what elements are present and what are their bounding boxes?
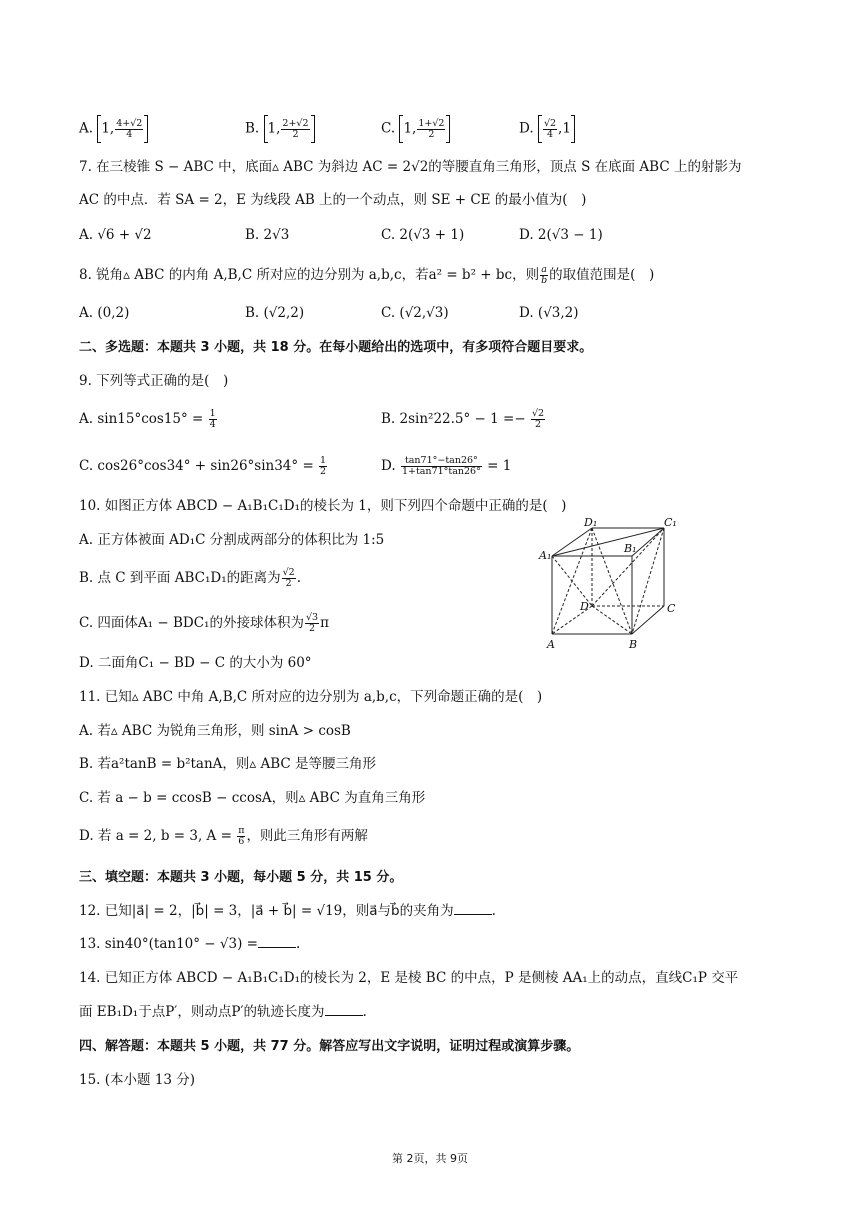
q14-stem-line1: 14. 已知正方体 ABCD − A₁B₁C₁D₁的棱长为 2，E 是棱 BC 的中点，P 是侧棱 AA₁上的动点，直线C₁P 交平 bbox=[79, 970, 739, 986]
section-4-heading: 四、解答题：本题共 5 小题，共 77 分。解答应写出文字说明，证明过程或演算步骤。 bbox=[79, 1039, 580, 1054]
page-footer: 第 2页，共 9页 bbox=[392, 1152, 468, 1165]
q6-option-c: C. 1, $\frac{1+√2}{2}$ bbox=[381, 115, 450, 143]
q11-option-b: B. 若a²tanB = b²tanA，则▵ ABC 是等腰三角形 bbox=[79, 756, 377, 772]
label-a1: A₁ bbox=[539, 549, 552, 562]
q12-answer-blank[interactable] bbox=[454, 902, 492, 915]
q9-stem: 9. 下列等式正确的是( ) bbox=[79, 373, 229, 389]
q7-option-a: A. √6 + √2 bbox=[79, 227, 152, 243]
q7-stem-line2: AC 的中点．若 SA = 2，E 为线段 AB 上的一个动点，则 SE + CE 的最小值为( ) bbox=[79, 192, 587, 208]
q14-answer-blank[interactable] bbox=[325, 1003, 363, 1016]
q11-option-c: C. 若 a − b = ccosB − ccosA，则▵ ABC 为直角三角形 bbox=[79, 790, 426, 806]
q10-option-c: C. 四面体A₁ − BDC₁的外接球体积为 $\frac{√3}{2}$ π bbox=[79, 612, 329, 634]
q9-option-a: A. sin15°cos15° = $\frac{1}{4}$ bbox=[79, 408, 216, 430]
diag-a1-d bbox=[552, 556, 592, 606]
q11-option-d: D. 若 a = 2, b = 3, A = $\frac{\pi}{6}$ ，则此三角形有两解 bbox=[79, 825, 368, 847]
q8-stem: 8. 锐角▵ ABC 的内角 A,B,C 所对应的边分别为 a,b,c，若a² = b² + bc，则 $\frac{a}{b}$ 的取值范围是( ) bbox=[79, 264, 655, 286]
section-2-heading: 二、多选题：本题共 3 小题，共 18 分。在每小题给出的选项中，有多项符合题目要求。 bbox=[79, 340, 593, 355]
q14-stem-line2: 面 EB₁D₁于点P′，则动点P′的轨迹长度为 . bbox=[79, 1004, 367, 1020]
diag-d-b bbox=[592, 606, 632, 634]
q8-option-c: C. (√2,√3) bbox=[381, 305, 449, 321]
label-d1: D₁ bbox=[584, 516, 598, 529]
q8-option-b: B. (√2,2) bbox=[245, 305, 305, 321]
label-d: D bbox=[580, 600, 589, 613]
diag-a1-c1 bbox=[552, 528, 664, 556]
q9-option-b: B. 2sin²22.5° − 1 =− $\frac{√2}{2}$ bbox=[381, 408, 545, 430]
q8-option-a: A. (0,2) bbox=[79, 305, 130, 321]
q12-stem: 12. 已知|a⃗| = 2，|b⃗| = 3，|a⃗ + b⃗| = √19，则a⃗与b⃗的夹角为 . bbox=[79, 903, 496, 919]
q11-stem: 11. 已知▵ ABC 中角 A,B,C 所对应的边分别为 a,b,c，下列命题正确的是( ) bbox=[79, 689, 543, 705]
q13-stem: 13. sin40°(tan10° − √3) = . bbox=[79, 936, 301, 952]
q11-option-a: A. 若▵ ABC 为锐角三角形，则 sinA > cosB bbox=[79, 723, 351, 739]
q9-option-c: C. cos26°cos34° + sin26°sin34° = $\frac{1}{2}$ bbox=[79, 455, 327, 477]
label-c: C bbox=[667, 602, 676, 615]
label-b: B bbox=[629, 638, 638, 651]
label-c1: C₁ bbox=[664, 516, 677, 529]
label-a: A bbox=[547, 638, 555, 651]
q7-option-b: B. 2√3 bbox=[245, 227, 290, 243]
edge-d1-a1 bbox=[552, 528, 592, 556]
q7-stem-line1: 7. 在三棱锥 S − ABC 中，底面▵ ABC 为斜边 AC = 2√2的等腰直角三角形，顶点 S 在底面 ABC 上的射影为 bbox=[79, 159, 742, 175]
edge-b-c bbox=[632, 606, 664, 634]
q15-heading: 15. (本小题 13 分) bbox=[79, 1072, 196, 1088]
q8-option-d: D. (√3,2) bbox=[519, 305, 579, 321]
section-3-heading: 三、填空题：本题共 3 小题，每小题 5 分，共 15 分。 bbox=[79, 870, 403, 885]
q10-option-d: D. 二面角C₁ − BD − C 的大小为 60° bbox=[79, 655, 312, 671]
q10-option-a: A. 正方体被面 AD₁C 分割成两部分的体积比为 1:5 bbox=[79, 532, 385, 548]
q10-stem: 10. 如图正方体 ABCD − A₁B₁C₁D₁的棱长为 1，则下列四个命题中正确的是( ) bbox=[79, 498, 567, 514]
q6-option-a: A. 1, $\frac{4+√2}{4}$ bbox=[79, 115, 148, 143]
diag-c1-b bbox=[632, 528, 664, 634]
q13-answer-blank[interactable] bbox=[258, 935, 296, 948]
q7-option-c: C. 2(√3 + 1) bbox=[381, 227, 465, 243]
label-b1: B₁ bbox=[624, 542, 637, 555]
diag-d-c1 bbox=[592, 528, 664, 606]
q6-option-b: B. 1, $\frac{2+√2}{2}$ bbox=[245, 115, 315, 143]
q7-option-d: D. 2(√3 − 1) bbox=[519, 227, 603, 243]
q6-option-d: D. $\frac{√2}{4}$ ,1 bbox=[519, 115, 575, 143]
cube-figure bbox=[534, 516, 694, 656]
q10-option-b: B. 点 C 到平面 ABC₁D₁的距离为 $\frac{√2}{2}$ . bbox=[79, 567, 302, 589]
q9-option-d: D. $\frac{\tan 71^\circ-\tan 26^\circ}{1+\tan 71^\circ\tan 26^\circ}$ = 1 bbox=[381, 455, 512, 477]
